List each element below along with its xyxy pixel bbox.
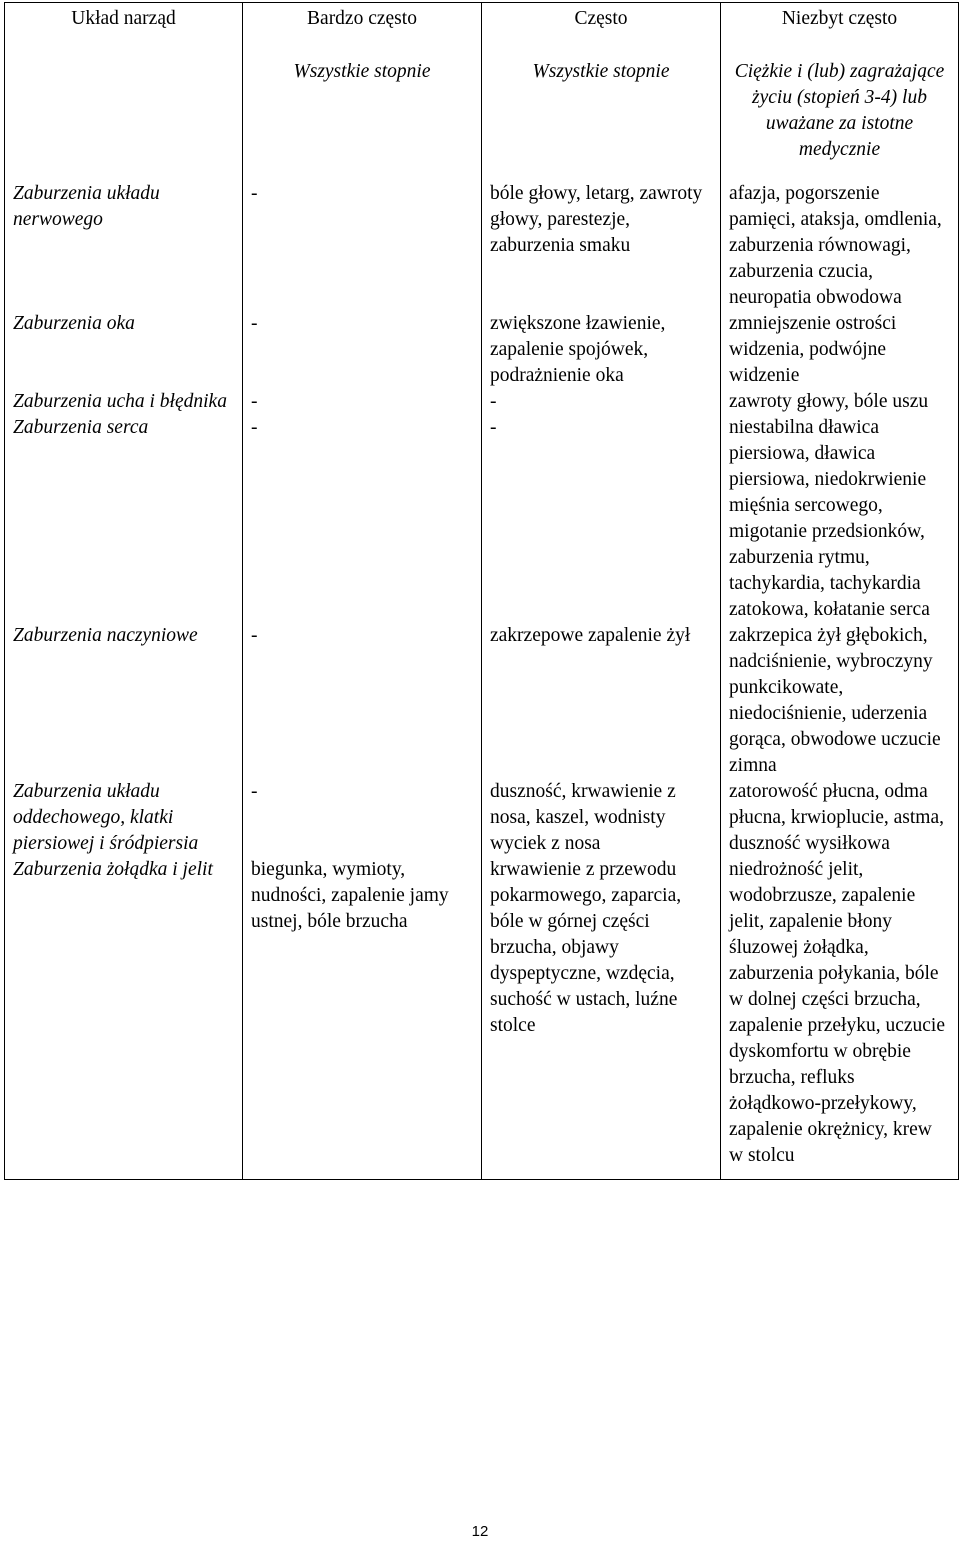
page-number: 12 bbox=[471, 1523, 489, 1540]
organ-cell: Zaburzenia oka bbox=[5, 311, 243, 389]
subheader-very-common: Wszystkie stopnie bbox=[243, 36, 482, 181]
very-common-cell: - bbox=[243, 415, 482, 623]
adverse-reactions-table bbox=[4, 2, 959, 1180]
uncommon-cell: afazja, pogorszenie pamięci, ataksja, omdlenia, zaburzenia równowagi, zaburzenia czucia, neuropatia obwodowa bbox=[721, 181, 959, 311]
common-cell: - bbox=[482, 415, 721, 623]
table-row bbox=[5, 623, 959, 779]
subheader-common: Wszystkie stopnie bbox=[482, 36, 721, 181]
organ-cell: Zaburzenia układu oddechowego, klatki piersiowej i śródpiersia bbox=[5, 779, 243, 857]
table-row bbox=[5, 857, 959, 1180]
common-cell: bóle głowy, letarg, zawroty głowy, parestezje, zaburzenia smaku bbox=[482, 181, 721, 311]
header-uncommon: Niezbyt często bbox=[721, 3, 959, 37]
header-common: Często bbox=[482, 3, 721, 37]
uncommon-cell: niedrożność jelit, wodobrzusze, zapalenie jelit, zapalenie błony śluzowej żołądka, zaburzenia połykania, bóle w dolnej części brzucha, zapalenie przełyku, uczucie dyskomfortu w obrębie brzucha, refluks żołądkowo-przełykowy, zapalenie okrężnicy, krew w stolcu bbox=[721, 857, 959, 1180]
common-cell: duszność, krwawienie z nosa, kaszel, wodnisty wyciek z nosa bbox=[482, 779, 721, 857]
very-common-cell: - bbox=[243, 779, 482, 857]
common-cell: - bbox=[482, 389, 721, 415]
header-organ-system: Układ narząd bbox=[5, 3, 243, 37]
organ-cell: Zaburzenia serca bbox=[5, 415, 243, 623]
organ-cell: Zaburzenia ucha i błędnika bbox=[5, 389, 243, 415]
table-row bbox=[5, 181, 959, 311]
uncommon-cell: zmniejszenie ostrości widzenia, podwójne widzenie bbox=[721, 311, 959, 389]
uncommon-cell: zawroty głowy, bóle uszu bbox=[721, 389, 959, 415]
header-row bbox=[5, 3, 959, 37]
uncommon-cell: zatorowość płucna, odma płucna, krwioplucie, astma, duszność wysiłkowa bbox=[721, 779, 959, 857]
subheader-organ-system bbox=[5, 36, 243, 181]
common-cell: zwiększone łzawienie, zapalenie spojówek, podrażnienie oka bbox=[482, 311, 721, 389]
common-cell: krwawienie z przewodu pokarmowego, zaparcia, bóle w górnej części brzucha, objawy dyspeptyczne, wzdęcia, suchość w ustach, luźne stolce bbox=[482, 857, 721, 1180]
organ-cell: Zaburzenia naczyniowe bbox=[5, 623, 243, 779]
common-cell: zakrzepowe zapalenie żył bbox=[482, 623, 721, 779]
header-very-common: Bardzo często bbox=[243, 3, 482, 37]
subheader-uncommon: Ciężkie i (lub) zagrażające życiu (stopień 3-4) lub uważane za istotne medycznie bbox=[721, 36, 959, 181]
uncommon-cell: zakrzepica żył głębokich, nadciśnienie, wybroczyny punkcikowate, niedociśnienie, uderzenia gorąca, obwodowe uczucie zimna bbox=[721, 623, 959, 779]
table-row bbox=[5, 779, 959, 857]
document-page bbox=[4, 2, 958, 1180]
very-common-cell: - bbox=[243, 311, 482, 389]
table-row bbox=[5, 415, 959, 623]
very-common-cell: - bbox=[243, 389, 482, 415]
very-common-cell: - bbox=[243, 181, 482, 311]
very-common-cell: biegunka, wymioty, nudności, zapalenie jamy ustnej, bóle brzucha bbox=[243, 857, 482, 1180]
organ-cell: Zaburzenia żołądka i jelit bbox=[5, 857, 243, 1180]
table-row bbox=[5, 311, 959, 389]
table-row bbox=[5, 389, 959, 415]
subheader-row bbox=[5, 36, 959, 181]
very-common-cell: - bbox=[243, 623, 482, 779]
organ-cell: Zaburzenia układu nerwowego bbox=[5, 181, 243, 311]
uncommon-cell: niestabilna dławica piersiowa, dławica piersiowa, niedokrwienie mięśnia sercowego, migotanie przedsionków, zaburzenia rytmu, tachykardia, tachykardia zatokowa, kołatanie serca bbox=[721, 415, 959, 623]
